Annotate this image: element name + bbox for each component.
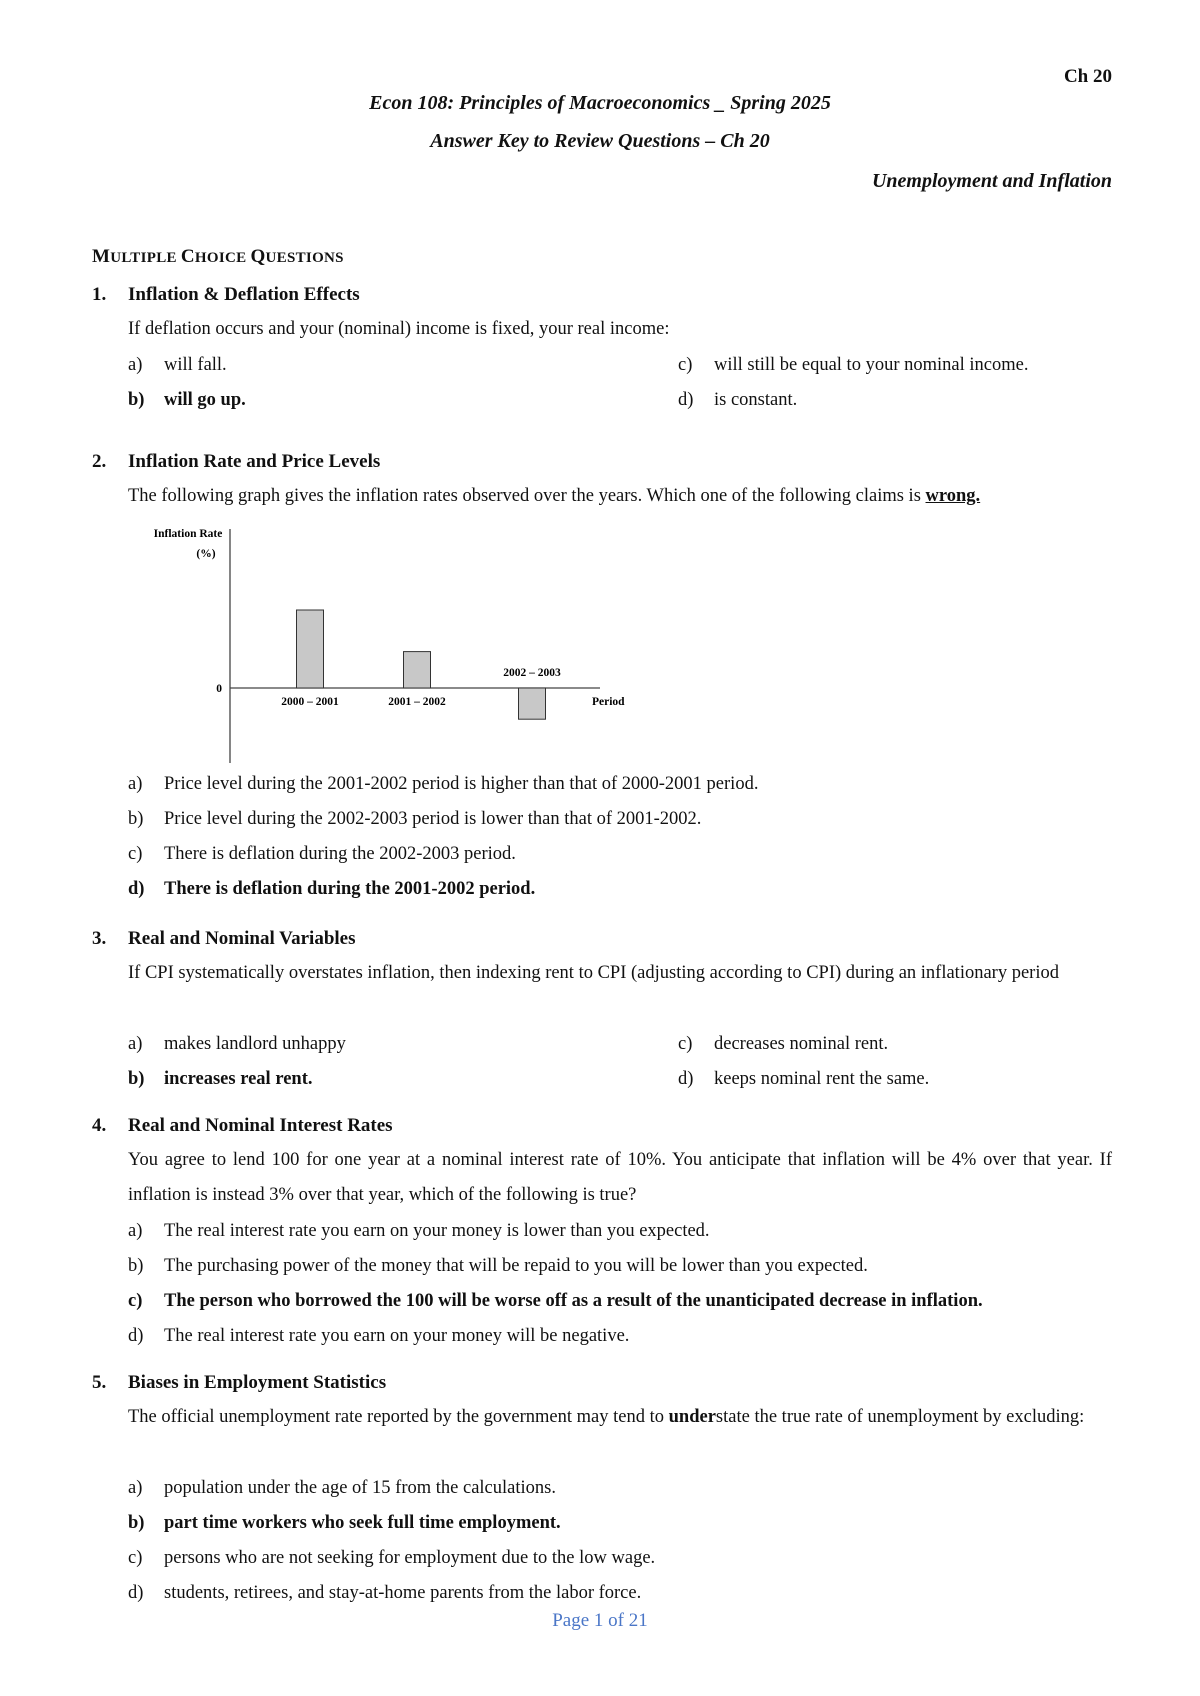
- chapter-topic: Unemployment and Inflation: [871, 170, 1112, 192]
- chart-ylabel-line2: (%): [196, 548, 216, 560]
- question-4-number: 4.: [92, 1115, 107, 1136]
- question-5-option-d: d) students, retirees, and stay-at-home parents from the labor force.: [128, 1583, 642, 1603]
- chapter-label: Ch 20: [1063, 66, 1112, 87]
- question-4-option-c-answer: c) The person who borrowed the 100 will be worse off as a result of the unanticipated decrease in inflation.: [128, 1291, 983, 1311]
- chart-category-label-1: 2000 – 2001: [281, 696, 339, 708]
- question-4-option-d: d) The real interest rate you earn on your money will be negative.: [128, 1326, 630, 1346]
- question-3-option-c: c) decreases nominal rent.: [678, 1034, 889, 1054]
- question-2-option-b: b) Price level during the 2002-2003 period is lower than that of 2001-2002.: [128, 809, 702, 829]
- chart-category-label-3: 2002 – 2003: [503, 667, 561, 679]
- question-4-title: Real and Nominal Interest Rates: [128, 1115, 393, 1136]
- chart-category-label-2: 2001 – 2002: [388, 696, 446, 708]
- question-5-option-a: a) population under the age of 15 from the calculations.: [128, 1478, 556, 1498]
- question-5-number: 5.: [92, 1372, 107, 1393]
- question-2-title: Inflation Rate and Price Levels: [128, 451, 381, 472]
- question-3-number: 3.: [92, 928, 107, 949]
- question-2-option-c: c) There is deflation during the 2002-2003 period.: [128, 844, 516, 864]
- inflation-rate-chart: [140, 525, 660, 770]
- question-4-option-b: b) The purchasing power of the money that will be repaid to you will be lower than you expected.: [128, 1256, 868, 1276]
- question-3-stem: If CPI systematically overstates inflation, then indexing rent to CPI (adjusting according to CPI) during an inflationary period: [128, 963, 1059, 983]
- chart-bar-3: [519, 688, 546, 719]
- question-2-number: 2.: [92, 451, 107, 472]
- question-1-stem: If deflation occurs and your (nominal) income is fixed, your real income:: [128, 319, 670, 339]
- course-title: Econ 108: Principles of Macroeconomics _ Spring 2025: [369, 92, 831, 114]
- question-3-option-a: a) makes landlord unhappy: [128, 1034, 346, 1054]
- chart-ylabel-line1: Inflation Rate: [153, 528, 223, 540]
- question-5-option-b-answer: b) part time workers who seek full time employment.: [128, 1513, 561, 1533]
- chart-xlabel: Period: [592, 696, 625, 708]
- question-1-option-a: a) will fall.: [128, 355, 227, 375]
- question-5-option-c: c) persons who are not seeking for employment due to the low wage.: [128, 1548, 656, 1568]
- section-heading: MULTIPLE CHOICE QUESTIONS: [92, 246, 344, 267]
- question-1-option-b-answer: b) will go up.: [128, 390, 246, 410]
- question-3-title: Real and Nominal Variables: [128, 928, 356, 949]
- question-2-stem: The following graph gives the inflation rates observed over the years. Which one of the following claims is wrong.: [128, 486, 981, 506]
- chart-bar-1: [297, 610, 324, 688]
- question-4-option-a: a) The real interest rate you earn on your money is lower than you expected.: [128, 1221, 710, 1241]
- question-1-number: 1.: [92, 284, 107, 305]
- question-1-title: Inflation & Deflation Effects: [128, 284, 360, 305]
- question-3-option-b-answer: b) increases real rent.: [128, 1069, 313, 1089]
- question-2-option-d-answer: d) There is deflation during the 2001-2002 period.: [128, 879, 536, 899]
- page-number: Page 1 of 21: [552, 1610, 648, 1631]
- question-2-option-a: a) Price level during the 2001-2002 period is higher than that of 2000-2001 period.: [128, 774, 759, 794]
- chart-zero-label: 0: [216, 683, 222, 695]
- question-5-title: Biases in Employment Statistics: [128, 1372, 387, 1393]
- chart-bar-2: [404, 652, 431, 688]
- question-1-option-d: d) is constant.: [678, 390, 798, 410]
- question-5-stem: The official unemployment rate reported by the government may tend to understate the true rate of unemployment by excluding:: [128, 1407, 1085, 1427]
- question-3-option-d: d) keeps nominal rent the same.: [678, 1069, 930, 1089]
- question-4-stem: You agree to lend 100 for one year at a nominal interest rate of 10%. You anticipate that inflation will be 4% over that year. If inflation is instead 3% over that year, which of the following is true?: [128, 1150, 1112, 1205]
- document-subtitle: Answer Key to Review Questions – Ch 20: [430, 130, 770, 152]
- question-1-option-c: c) will still be equal to your nominal income.: [678, 355, 1029, 375]
